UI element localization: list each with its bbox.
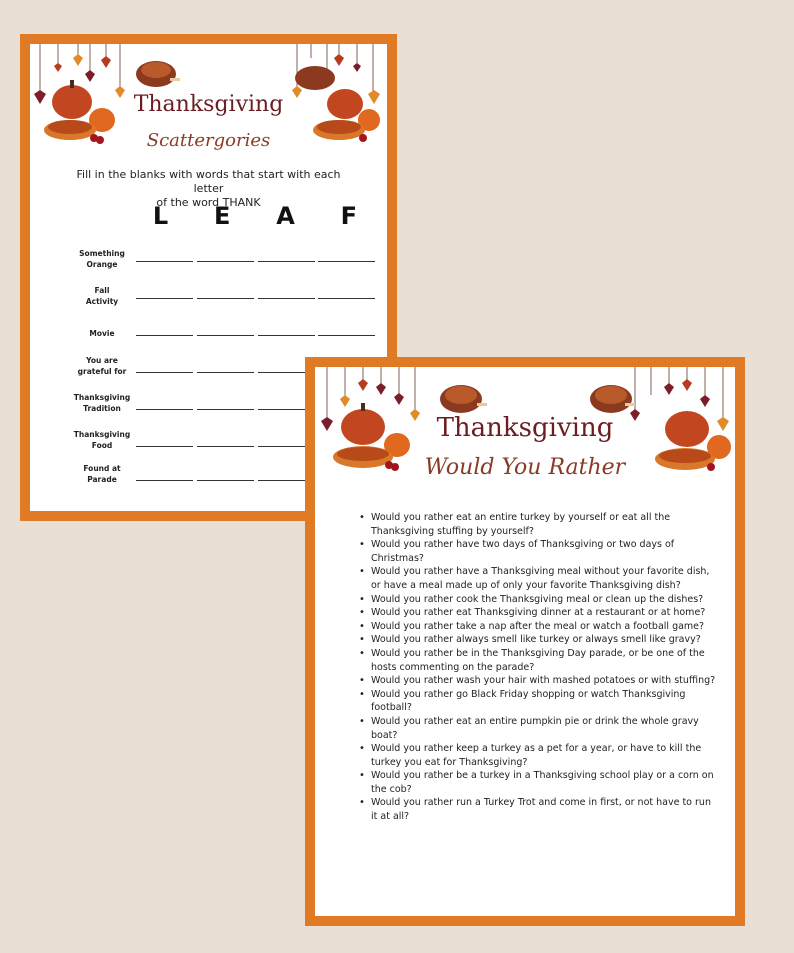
answer-blank[interactable] — [258, 335, 315, 336]
question-item: • Would you rather go Black Friday shopping or watch Thanksgiving football? — [347, 688, 717, 715]
answer-blank[interactable] — [197, 335, 254, 336]
question-item: • Would you rather have two days of Thanksgiving or two days of Christmas? — [347, 538, 717, 565]
question-item: • Would you rather cook the Thanksgiving meal or clean up the dishes? — [347, 593, 717, 607]
question-item: • Would you rather take a nap after the meal or watch a football game? — [347, 620, 717, 634]
answer-blank[interactable] — [136, 298, 193, 299]
question-list — [347, 511, 717, 824]
answer-blank[interactable] — [318, 335, 375, 336]
question-item: • Would you rather eat an entire pumpkin pie or drink the whole gravy boat? — [347, 715, 717, 742]
instructions-line-2: of the word THANK — [156, 196, 261, 209]
answer-blank[interactable] — [136, 335, 193, 336]
letter: E — [214, 202, 231, 230]
category-row — [30, 281, 387, 309]
category-label: Movie — [89, 329, 115, 338]
answer-blank[interactable] — [136, 446, 193, 447]
answer-blank[interactable] — [136, 372, 193, 373]
question-item: • Would you rather always smell like turkey or always smell like gravy? — [347, 633, 717, 647]
answer-blank[interactable] — [197, 261, 254, 262]
category-row — [30, 244, 387, 272]
question-item: • Would you rather keep a turkey as a pet for a year, or have to kill the turkey you eat for Thanksgiving? — [347, 742, 717, 769]
answer-blank[interactable] — [318, 298, 375, 299]
question-item: • Would you rather be in the Thanksgiving Day parade, or be one of the hosts commenting on the parade? — [347, 647, 717, 674]
category-row — [30, 318, 387, 346]
category-label: Something Orange — [79, 249, 125, 269]
page-title: Thanksgiving — [133, 92, 284, 117]
instructions-line-1: Fill in the blanks with words that start with each letter — [76, 168, 341, 195]
answer-blank[interactable] — [197, 446, 254, 447]
answer-blank[interactable] — [136, 480, 193, 481]
answer-blank[interactable] — [197, 409, 254, 410]
page-subtitle: Scattergories — [146, 130, 271, 151]
category-label: Fall Activity — [85, 286, 119, 306]
letter: A — [276, 202, 295, 230]
answer-blank[interactable] — [258, 261, 315, 262]
page-subtitle: Would You Rather — [424, 455, 626, 480]
answer-blank[interactable] — [136, 261, 193, 262]
question-item: • Would you rather have a Thanksgiving meal without your favorite dish, or have a meal made up of only your favorite Thanksgiving dish? — [347, 565, 717, 592]
category-label: You are grateful for — [77, 356, 127, 376]
question-item: • Would you rather run a Turkey Trot and come in first, or not have to run it at all? — [347, 796, 717, 823]
question-item: • Would you rather eat Thanksgiving dinner at a restaurant or at home? — [347, 606, 717, 620]
would-you-rather-card — [305, 357, 745, 926]
answer-blank[interactable] — [258, 298, 315, 299]
page-title: Thanksgiving — [436, 413, 614, 443]
answer-blank[interactable] — [136, 409, 193, 410]
category-label: Found at Parade — [83, 464, 121, 484]
question-item: • Would you rather eat an entire turkey by yourself or eat all the Thanksgiving stuffing by yourself? — [347, 511, 717, 538]
category-label: Thanksgiving Tradition — [73, 393, 131, 413]
category-label: Thanksgiving Food — [73, 430, 131, 450]
roast-turkey-icon — [439, 379, 489, 417]
roast-turkey-icon — [134, 56, 182, 90]
letter: L — [152, 202, 169, 230]
question-item: • Would you rather wash your hair with mashed potatoes or with stuffing? — [347, 674, 717, 688]
letter: F — [340, 202, 358, 230]
question-item: • Would you rather be a turkey in a Thanksgiving school play or a corn on the cob? — [347, 769, 717, 796]
roast-turkey-icon — [585, 379, 635, 417]
answer-blank[interactable] — [197, 480, 254, 481]
letter-header — [130, 202, 380, 230]
answer-blank[interactable] — [197, 298, 254, 299]
answer-blank[interactable] — [318, 261, 375, 262]
answer-blank[interactable] — [197, 372, 254, 373]
